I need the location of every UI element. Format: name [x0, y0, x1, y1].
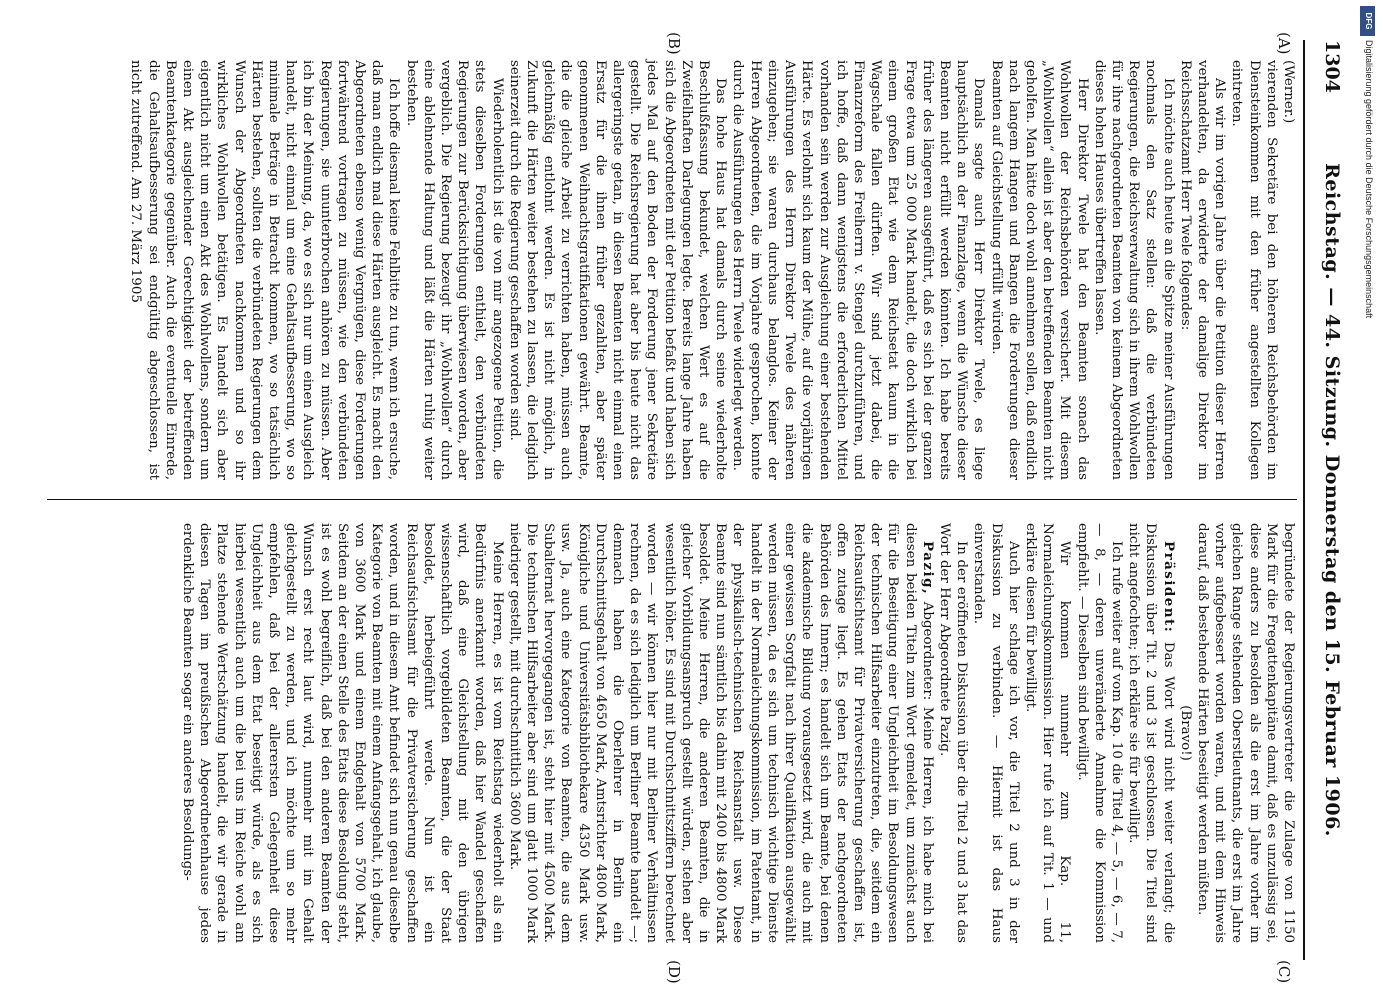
- dfg-logo: DFG: [1360, 6, 1375, 36]
- page-number: 1304: [1321, 40, 1343, 93]
- speaker-name: Pazig,: [919, 541, 936, 596]
- page-header: [1315, 30, 1349, 970]
- speaker-name: Präsident:: [1160, 541, 1177, 634]
- left-column: [127, 60, 1297, 480]
- paragraph: Meine Herren, es ist vom Reichstag wiederholt als ein Bedürfnis anerkannt worden, daß hier Wandel geschaffen wird, daß eine Gleichstellung mit den übrigen wissenschaftlich vorgebildeten Beamten, die der Staat besoldet, herbeigeführt werde. Nun ist ein Reichsaufsichtsamt für die Privatversicherung geschaffen worden, und in diesem Amt befindet sich nun genau dieselbe Kategorie von Beamten mit einem Anfangsgehalt, ich glaube, von 3600 Mark und einem Endgehalt von 5700 Mark. Seitdem an der einen Stelle des Etats diese Besoldung steht, ist es wohl begreiflich, daß bei den anderen Beamten der Wunsch erst recht laut wird, nunmehr mit im Gehalt gleichgestellt zu werden, und ich möchte um so mehr empfehlen, daß bei der allerersten Gelegenheit diese Ungleichheit aus dem Etat beseitigt würde, als es sich hierbei wesentlich auch um die bei uns im Reiche wohl am Platze stehende Wertschätzung handelt, die wir gerade in diesen Tagen im preußischen Abgeordnetenhause jedes erdenkliche Beamten sogar ein anderes Besoldungs-: [180, 523, 505, 943]
- right-column: [179, 523, 1297, 943]
- paragraph: In der eröffneten Diskussion über die Titel 2 und 3 hat das Wort der Herr Abgeordnete Pazig.: [936, 523, 970, 943]
- paragraph: Das hohe Haus hat damals durch seine wiederholte Beschlußfassung bekundet, welchen Wert es auf die Zweifelhaften Darlegungen legte. Bereits lange Jahre haben sich die Abgeordneten mit der Petition befaßt und haben sich jedes Mal auf den Boden der Forderung jener Sekretäre gestellt. Die Reichsregierung hat aber bis heute nicht das allergeringste getan, in diesen Beamten nicht einmal einen Ersatz für die ihnen früher gezahlten, aber später genommenen Weihnachtsgratifikationen gewährt. Beamte, die die gleiche Arbeit zu verrichten haben, müssen auch gleichmäßig entlohnt werden. Es ist nicht möglich, in Zukunft die Härten weiter bestehen zu lassen, die lediglich seinerzeit durch die Regierung geschaffen worden sind.: [506, 60, 729, 480]
- paragraph: Wir kommen nunmehr zum Kap. 11, Normaleichungskommission. Hier rufe ich auf Tit. 1 — und erkläre diesen für bewilligt.: [1022, 523, 1073, 943]
- margin-marker-d: (D): [665, 960, 683, 984]
- paragraph: Ich rufe weiter auf vom Kap. 10 die Titel 4, — 5, — 6, — 7, — 8, — deren unveränderte Annahme die Kommission empfiehlt. — Dieselben sind bewilligt.: [1074, 523, 1124, 943]
- header-rule: [1303, 40, 1305, 960]
- applause-note: (Bravo!): [1177, 705, 1193, 761]
- paragraph: Als wir im vorigen Jahre über die Petition dieser Herren verhandelten, da erwiderte der damalige Direktor im Reichsschatzamt Herr Twele folgendes:: [1177, 60, 1228, 480]
- speaker-note: (Werner.): [1281, 60, 1296, 124]
- paragraph: Ich hoffe diesmal keine Fehlbitte zu tun, wenn ich ersuche, daß man endlich mal diese Härten ausgleicht. Es macht den Abgeordneten ebenso wenig Vergnügen, diese Forderungen fortwährend vortragen zu müssen, wie den verbündeten Regierungen, sie ununterbrochen anhören zu müssen. Aber ich bin der Meinung, da, wo es sich nur um einen Ausgleich handelt, nicht einmal um eine Gehaltsaufbesserung, wo so minimale Beträge in Betracht kommen, wo so tatsächlich Härten bestehen, sollten die verbündeten Regierungen dem Wunsch der Abgeordneten nachkommen und so ihr wirkliches Wohlwollen betätigen. Es handelt sich aber eigentlich nicht um einen Akt des Wohlwollens, sondern um einen Akt ausgleichender Gerechtigkeit der betreffenden Beamtenkategorie gegenüber. Auch die eventuelle Einrede, die Gehaltsaufbesserung sei endgültig abgeschlossen, ist nicht zutreffend. Am 27. März 1905: [128, 60, 402, 480]
- speech-text: Abgeordneter: Meine Herren, ich habe mich bei diesen beiden Titeln zum Wort gemeldet, um zunächst auch für die Beseitigung einer Ungleichheit im Besoldungswesen der technischen Hilfsarbeiter einzutreten, die, seitdem ein Reichsaufsichtsamt für Privatversicherung geschaffen ist, offen zutage liegt. Es gehen Etats der nachgeordneten Behörden des Innern; es handelt sich um Beamte, bei denen die akademische Bildung vorausgesetzt wird, die auch mit einer gewissen Sorgfalt nach ihrer Qualifikation ausgewählt werden müssen, da es sich um technisch wichtige Dienste handelt in der Normaleichungskommission, im Patentamt, in der physikalisch-technischen Reichsanstalt usw. Diese Beamte sind nun sämtlich bis dahin mit 2400 bis 4800 Mark besoldet. Meine Herren, die anderen Beamten, die in gleicher Vorbildungsanspruch gestellt würden, stehen aber wesentlich höher. Es sind mit Durchschnittsziffern berechnet worden — wir können hier nur mit Berliner Verhältnissen rechnen, da es sich lediglich um Berliner Beamte handelt —; demnach haben die Oberlehrer in Berlin ein Durchschnittsgehalt von 4650 Mark, Amtsrichter 4800 Mark, Königliche und Universitätsbibliothekare 4350 Mark usw. usw. Ja, auch eine Kategorie von Beamten, die aus dem Subalternat hervorgegangen ist, steht hier mit 4500 Mark. Die technischen Hilfsarbeiter aber sind um glatt 1000 Mark niedriger gestellt, mit durchschnittlich 3600 Mark.: [506, 523, 935, 943]
- margin-marker-b: (B): [665, 32, 683, 55]
- speech-text: Das Wort wird nicht weiter verlangt; die Diskussion über Tit. 2 und 3 ist geschlossen. Die Titel sind nicht angefochten; ich erkläre sie für bewilligt.: [1126, 523, 1176, 943]
- credit-strip: [1353, 0, 1383, 1000]
- paragraph: vierenden Sekretäre bei den höheren Reichsbehörden im Diensteinkommen mit den früher angestellten Kollegen eintreten.: [1229, 60, 1279, 480]
- paragraph: Auch hier schlage ich vor, die Titel 2 und 3 in der Diskussion zu verbinden. — Hiermit ist das Haus einverstanden.: [971, 523, 1021, 943]
- paragraph: Damals sagte auch Herr Direktor Twele, es liege hauptsächlich an der Finanzlage, wenn die Wünsche dieser Beamten nicht erfüllt werden könnten. Ich habe bereits früher des längeren ausgeführt, daß es sich bei der ganzen Frage etwa um 25 000 Mark handelt, die doch wirklich bei einem großen Etat wie dem Reichsetat kaum in die Wagschale fallen dürften. Wir sind jetzt dabei, die Finanzreform des Freiherrn v. Stengel durchzuführen, und ich hoffe, daß dann wenigstens die erforderlichen Mittel vorhanden sein werden zur Ausgleichung einer bestehenden Härte. Es verlohnt sich kaum der Mühe, auf die vorjährigen Ausführungen des Herrn Direktor Twele des näheren einzugehen; sie waren durchaus belanglos. Keiner der Herren Abgeordneten, die im Vorjahre gesprochen, konnte durch die Ausführungen des Herrn Twele widerlegt werden.: [730, 60, 987, 480]
- quoted-paragraph: Ich möchte auch heute an die Spitze meiner Ausführungen nochmals den Satz stellen: daß die verbündeten Regierungen, die Reichsverwaltung sich in ihrem Wohlwollen für ihre nachgeordneten Beamten von keinem Abgeordneten dieses hohen Hauses übertreffen lassen.: [1091, 60, 1176, 480]
- paragraph: Wiederholentlich ist die von mir angezogene Petition, die stets dieselben Forderungen enthielt, den verbündeten Regierungen zur Berücksichtigung überwiesen worden, aber vergeblich. Die Regierung bezeugt ihr „Wohlwollen“ durch eine ablehnende Haltung und läßt die Härten ruhig weiter bestehen.: [403, 60, 505, 480]
- speech-paragraph: [1125, 523, 1177, 943]
- paragraph: Herr Direktor Twele hat den Beamten sonach das Wohlwollen der Reichsbehörden versichert. Mit diesem „Wohlwollen“ allein ist aber den betreffenden Beamten nicht geholfen. Man hätte doch wohl annehmen sollen, daß endlich nach langem Hangen und Bangen die Forderungen dieser Beamten auf Gleichstellung erfüllt würden.: [988, 60, 1090, 480]
- speech-paragraph: [506, 523, 936, 943]
- margin-marker-c: (C): [1275, 960, 1293, 984]
- column-divider: [47, 499, 1297, 500]
- margin-marker-a: (A): [1275, 32, 1293, 55]
- digitization-credit: Digitalisierung gefördert durch die Deutsche Forschungsgemeinschaft: [1364, 40, 1374, 319]
- page-title: Reichstag. — 44. Sitzung. Donnerstag den 15. Februar 1906.: [1321, 163, 1343, 837]
- paragraph: begründete der Regierungsvertreter die Zulage von 1150 Mark für die Fregattenkapitäne damit, daß es unzulässig sei, diese anders zu besolden als die erst im Jahre vorher im gleichen Range stehenden Oberstleutnants, die erst im Jahre vorher aufgebessert worden waren, und mit dem Hinweis darauf, daß bestehende Härten beseitigt werden müßten.: [1194, 523, 1296, 943]
